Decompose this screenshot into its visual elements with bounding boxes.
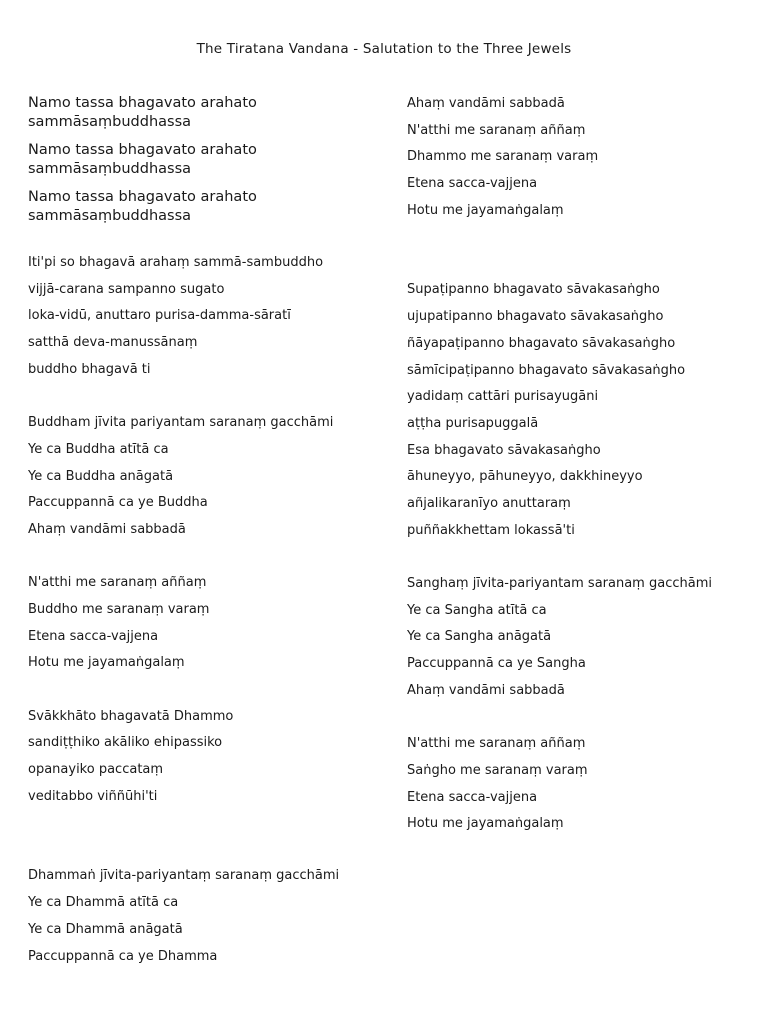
page-title: The Tiratana Vandana - Salutation to the Three Jewels: [196, 41, 572, 57]
buddha-refuge-stanza: [28, 413, 373, 539]
right-column: [407, 94, 752, 841]
verse-line: Esa bhagavato sāvakasaṅgho: [407, 442, 601, 458]
buddha-verse-stanza: [28, 253, 373, 379]
verse-line: puññakkhettam lokassā'ti: [407, 522, 575, 538]
stanza-gap: [407, 707, 752, 734]
verse-line: ñāyapaṭipanno bhagavato sāvakasaṅgho: [407, 335, 676, 351]
stanza-gap: [28, 547, 373, 574]
sangha-refuge-stanza: [407, 574, 752, 700]
verse-line: Namo tassa bhagavato arahato sammāsaṃbuddhassa: [28, 142, 257, 177]
verse-line: sandiṭṭhiko akāliko ehipassiko: [28, 735, 223, 751]
verse-line: Dhammaṅ jīvita-pariyantaṃ saranaṃ gacchāmi: [28, 868, 340, 884]
verse-line: Ye ca Dhammā atītā ca: [28, 895, 179, 911]
namo-stanza: [28, 94, 373, 226]
verse-line: Paccuppannā ca ye Buddha: [28, 495, 208, 511]
stanza-gap: [28, 680, 373, 707]
verse-line: loka-vidū, anuttaro purisa-damma-sāratī: [28, 308, 291, 324]
verse-line: Buddham jīvita pariyantam saranaṃ gacchāmi: [28, 415, 334, 431]
verse-line: Ye ca Sangha anāgatā: [407, 629, 552, 645]
verse-line: Paccuppannā ca ye Dhamma: [28, 948, 218, 964]
verse-line: Hotu me jayamaṅgalaṃ: [28, 655, 185, 671]
sangha-truth-stanza: [407, 734, 752, 833]
stanza-gap: [407, 227, 752, 280]
verse-line: aṭṭha purisapuggalā: [407, 415, 539, 431]
verse-line: āhuneyyo, pāhuneyyo, dakkhineyyo: [407, 469, 643, 485]
verse-line: opanayiko paccataṃ: [28, 762, 164, 778]
dhamma-truth-stanza: [407, 94, 752, 220]
buddha-truth-stanza: [28, 573, 373, 672]
verse-line: Namo tassa bhagavato arahato sammāsaṃbuddhassa: [28, 189, 257, 224]
verse-line: Ye ca Sangha atītā ca: [407, 602, 547, 618]
verse-line: yadidaṃ cattāri purisayugāni: [407, 389, 599, 405]
sangha-verse-stanza: [407, 280, 752, 539]
verse-line: Paccuppannā ca ye Sangha: [407, 656, 586, 672]
verse-line: Hotu me jayamaṅgalaṃ: [407, 202, 564, 218]
verse-line: Buddho me saranaṃ varaṃ: [28, 601, 210, 617]
verse-line: Ahaṃ vandāmi sabbadā: [28, 521, 186, 537]
verse-line: Supaṭipanno bhagavato sāvakasaṅgho: [407, 282, 660, 298]
verse-line: Ye ca Dhammā anāgatā: [28, 921, 183, 937]
verse-line: Ye ca Buddha anāgatā: [28, 468, 174, 484]
left-column: [28, 94, 373, 973]
stanza-gap: [28, 386, 373, 413]
verse-line: buddho bhagavā ti: [28, 361, 151, 377]
verse-line: Dhammo me saranaṃ varaṃ: [407, 149, 599, 165]
verse-line: Etena sacca-vajjena: [407, 789, 538, 805]
verse-line: vijjā-carana sampanno sugato: [28, 281, 225, 297]
stanza-gap: [28, 235, 373, 253]
verse-line: Saṅgho me saranaṃ varaṃ: [407, 762, 588, 778]
verse-line: sāmīcipaṭipanno bhagavato sāvakasaṅgho: [407, 362, 686, 378]
verse-line: añjalikaranīyo anuttaraṃ: [407, 495, 571, 511]
verse-line: Sanghaṃ jīvita-pariyantam saranaṃ gacchāmi: [407, 576, 712, 591]
dhamma-verse-stanza: [28, 707, 373, 806]
verse-line: N'atthi me saranaṃ aññaṃ: [407, 736, 586, 752]
verse-line: Etena sacca-vajjena: [407, 176, 538, 192]
stanza-gap: [28, 813, 373, 866]
verse-line: Hotu me jayamaṅgalaṃ: [407, 816, 564, 832]
verse-line: veditabbo viññūhi'ti: [28, 788, 158, 804]
verse-line: Svākkhāto bhagavatā Dhammo: [28, 708, 234, 724]
stanza-gap: [407, 547, 752, 574]
verse-line: satthā deva-manussānaṃ: [28, 335, 198, 351]
verse-line: Etena sacca-vajjena: [28, 628, 159, 644]
verse-line: N'atthi me saranaṃ aññaṃ: [28, 575, 207, 591]
verse-line: Iti'pi so bhagavā arahaṃ sammā-sambuddho: [28, 255, 324, 270]
verse-line: Namo tassa bhagavato arahato sammāsaṃbuddhassa: [28, 95, 257, 130]
verse-line: Ahaṃ vandāmi sabbadā: [407, 96, 565, 111]
verse-line: Ahaṃ vandāmi sabbadā: [407, 682, 565, 698]
verse-line: ujupatipanno bhagavato sāvakasaṅgho: [407, 309, 664, 325]
verse-line: N'atthi me saranaṃ aññaṃ: [407, 122, 586, 138]
verse-line: Ye ca Buddha atītā ca: [28, 441, 169, 457]
dhamma-refuge-stanza: [28, 866, 373, 965]
